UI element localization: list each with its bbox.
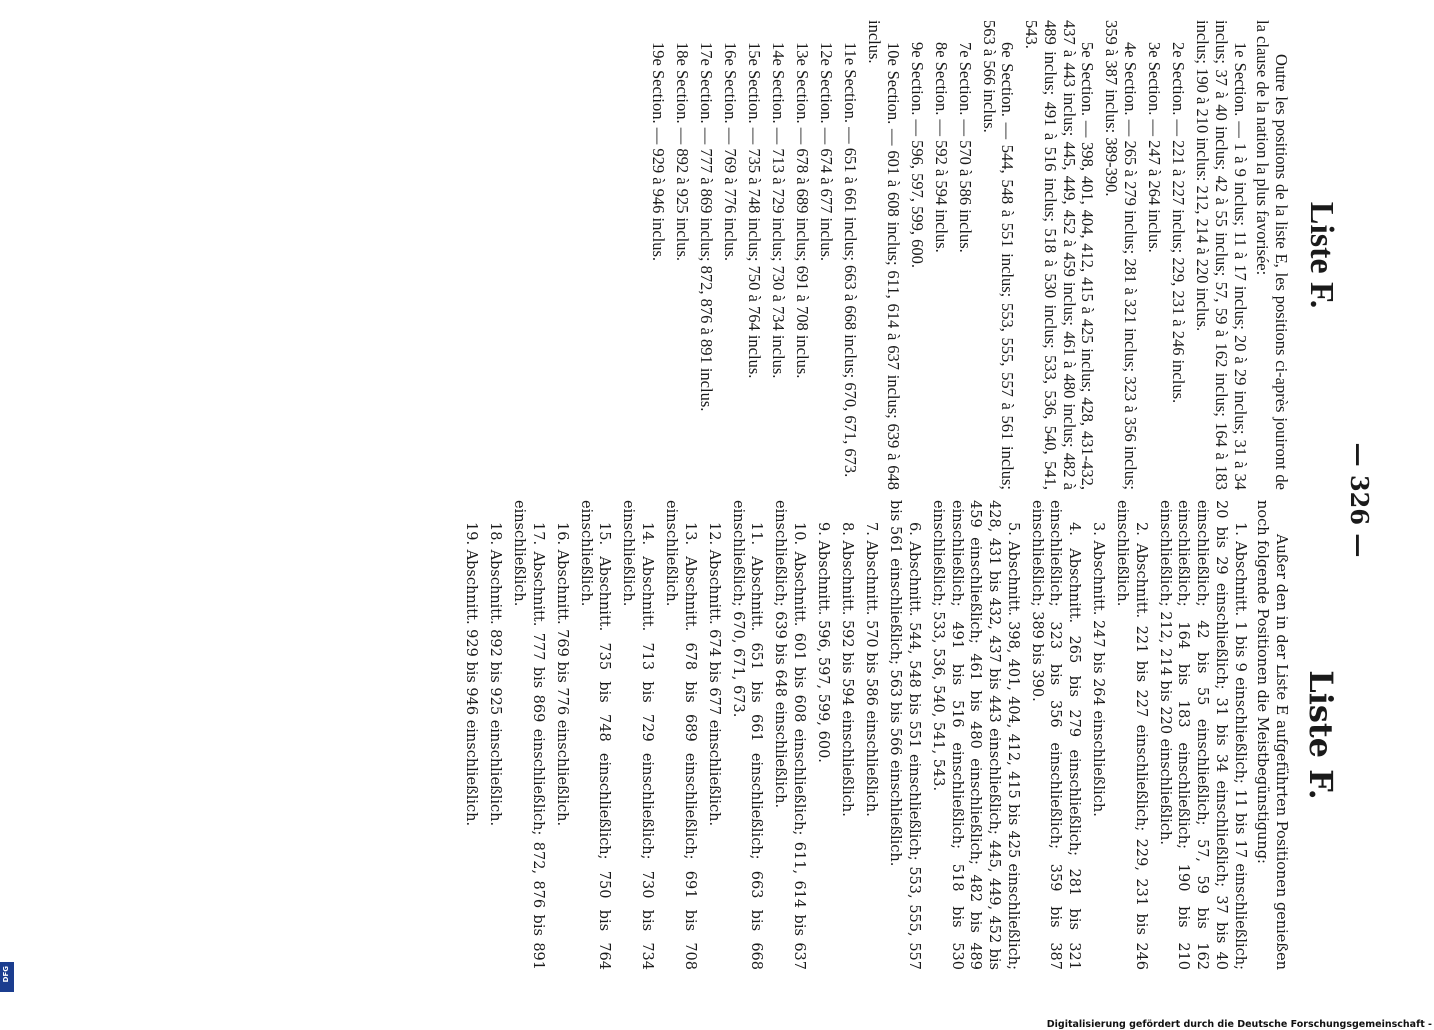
german-section-entry: 16. Abschnitt. 769 bis 776 einschließlich. — [553, 522, 570, 827]
french-section-entry: 8e Section. — 592 à 594 inclus. — [931, 42, 951, 253]
french-intro: Outre les positions de la liste E, les positions ci-après jouiront de la clause de la nation la plus favorisée: — [1253, 20, 1291, 490]
french-section-entry: 12e Section. — 674 à 677 inclus. — [816, 42, 836, 262]
german-section-entry: 3. Abschnitt. 247 bis 264 einschließlich. — [1090, 522, 1107, 817]
digitization-credit-text: Digitalisierung gefördert durch die Deutsche Forschungsgemeinschaft - — [1046, 1019, 1432, 1030]
french-section-entry: 16e Section. — 769 à 776 inclus. — [720, 42, 740, 262]
french-section-entry: 4e Section. — 265 à 279 inclus; 281 à 321 inclus; 323 à 356 inclus; 359 à 387 inclus: 389-390. — [1102, 20, 1141, 490]
german-section-entry: 14. Abschnitt. 713 bis 729 einschließlich; 730 bis 734 einschließlich. — [620, 500, 656, 970]
french-section-entry: 11e Section. — 651 à 661 inclus; 663 à 668 inclus; 670, 671, 673. — [840, 42, 860, 478]
german-section-entry: 7. Abschnitt. 570 bis 586 einschließlich. — [863, 522, 880, 817]
german-section-entry: 12. Abschnitt. 674 bis 677 einschließlich. — [705, 522, 722, 827]
french-section-entry: 1e Section. — 1 à 9 inclus; 11 à 17 inclus; 20 à 29 inclus; 31 à 34 inclus; 37 à 40 inclus; 42 à 55 inclus; 57, 59 à 162 inclus; 164 à 183 inclus; 190 à 210 inclus: 212, 214 à 220 inclus. — [1193, 20, 1250, 490]
dfg-logo — [0, 962, 14, 992]
french-section-entry: 15e Section. — 735 à 748 inclus; 750 à 764 inclus. — [744, 42, 764, 379]
french-entries — [648, 20, 1248, 490]
german-intro: Außer den in der Liste E aufgeführten Positionen genießen noch folgende Positionen die Meistbegünstigung: — [1254, 500, 1289, 970]
french-section-entry: 19e Section. — 929 à 946 inclus. — [648, 42, 668, 262]
german-section-entry: 18. Abschnitt. 892 bis 925 einschließlich. — [486, 522, 503, 827]
german-section-entry: 17. Abschnitt. 777 bis 869 einschließlich; 872, 876 bis 891 einschließlich. — [510, 500, 546, 970]
german-section-entry: 5. Abschnitt. 398, 401, 404, 412, 415 bis 425 einschließlich; 428, 431 bis 432, 437 bis 443 einschließlich; 445, 449, 452 bis 459 einschließlich; 461 bis 480 einschließlich; 482 bis 489 einschließlich; 491 bis 516 einschließlich; 518 bis 530 einschließlich; 533, 536, 540, 541, 543. — [929, 500, 1021, 970]
german-section-entry: 19. Abschnitt. 929 bis 946 einschließlich. — [462, 522, 479, 827]
german-section-entry: 6. Abschnitt. 544, 548 bis 551 einschließlich; 553, 555, 557 bis 561 einschließlich; 563 bis 566 einschließlich. — [887, 500, 922, 970]
german-section-entry: 1. Abschnitt. 1 bis 9 einschließlich; 11 bis 17 einschließlich; 20 bis 29 einschließlich; 31 bis 34 einschließlich; 37 bis 40 einschließlich; 42 bis 55 einschließlich; 57, 59 bis 162 einschließlich; 164 bis 183 einschließlich; 190 bis 210 einschließlich; 212, 214 bis 220 einschließlich. — [1156, 500, 1248, 970]
german-section-entry: 11. Abschnitt. 651 bis 661 einschließlich; 663 bis 668 einschließlich; 670, 671, 673. — [729, 500, 765, 970]
french-section-entry: 10e Section. — 601 à 608 inclus; 611, 614 à 637 inclus; 639 à 648 inclus. — [864, 20, 903, 490]
french-section-entry: 5e Section. — 398, 401, 404, 412, 415 à 425 inclus; 428, 431-432, 437 à 443 inclus; 445, 449, 452 à 459 inclus; 461 à 480 inclus; 482 à 489 inclus; 491 à 516 inclus; 518 à 530 inclus; 533, 536, 540, 541, 543. — [1022, 20, 1098, 490]
page-number: — 326 — — [1345, 442, 1374, 558]
french-section-entry: 13e Section. — 678 à 689 inclus; 691 à 708 inclus. — [792, 42, 812, 379]
french-column — [643, 20, 1342, 490]
german-title: Liste F. — [1302, 670, 1340, 800]
german-column — [456, 500, 1342, 970]
german-section-entry: 9. Abschnitt. 596, 597, 599, 600. — [815, 522, 832, 763]
german-section-entry: 10. Abschnitt. 601 bis 608 einschließlich; 611, 614 bis 637 einschließlich; 639 bis 648 einschließlich. — [772, 500, 808, 970]
french-section-entry: 9e Section. — 596, 597, 599, 600. — [907, 42, 927, 268]
french-section-entry: 18e Section. — 892 à 925 inclus. — [672, 42, 692, 262]
french-section-entry: 2e Section. — 221 à 227 inclus; 229, 231 à 246 inclus. — [1169, 42, 1189, 404]
french-section-entry: 14e Section. — 713 à 729 inclus; 730 à 734 inclus. — [768, 42, 788, 379]
french-title: Liste F. — [1303, 201, 1340, 309]
german-section-entry: 15. Abschnitt. 735 bis 748 einschließlich; 750 bis 764 einschließlich. — [577, 500, 613, 970]
french-section-entry: 3e Section. — 247 à 264 inclus. — [1145, 42, 1165, 253]
german-section-entry: 8. Abschnitt. 592 bis 594 einschließlich. — [839, 522, 856, 817]
french-section-entry: 17e Section. — 777 à 869 inclus; 872, 876 à 891 inclus. — [696, 42, 716, 412]
dfg-logo-text: DFG — [2, 966, 10, 983]
french-section-entry: 6e Section. — 544, 548 à 551 inclus; 553, 555, 557 à 561 inclus; 563 à 566 inclus. — [979, 20, 1018, 490]
german-entries — [461, 500, 1248, 970]
digitization-credit — [442, 1000, 1432, 1030]
german-section-entry: 13. Abschnitt. 678 bis 689 einschließlich; 691 bis 708 einschließlich. — [663, 500, 698, 970]
german-section-entry: 2. Abschnitt. 221 bis 227 einschließlich; 229, 231 bis 246 einschließlich. — [1114, 500, 1149, 970]
french-section-entry: 7e Section. — 570 à 586 inclus. — [955, 42, 975, 253]
german-section-entry: 4. Abschnitt. 265 bis 279 einschließlich; 281 bis 321 einschließlich; 323 bis 356 einschließlich; 359 bis 387 einschließlich; 389 bis 390. — [1028, 500, 1083, 970]
